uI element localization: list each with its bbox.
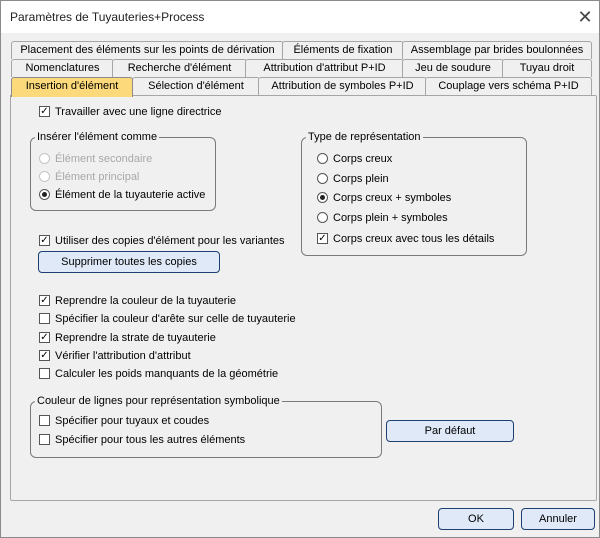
radio-icon[interactable] (317, 153, 328, 164)
checkbox-icon[interactable]: ✓ (40, 106, 49, 117)
tab-tuyau-droit[interactable]: Tuyau droit (502, 59, 592, 77)
default-button[interactable]: Par défaut (386, 420, 514, 442)
checkbox-icon[interactable] (39, 313, 50, 324)
checkbox-icon[interactable] (39, 368, 50, 379)
radio-label: Corps plein + symboles (333, 212, 448, 224)
title-bar (1, 1, 599, 33)
checkbox-label: Reprendre la couleur de la tuyauterie (55, 295, 237, 307)
radio-icon[interactable] (317, 173, 328, 184)
checkbox-label: Spécifier pour tuyaux et coudes (55, 415, 210, 427)
line-color-group-title: Couleur de lignes pour représentation symbolique (37, 395, 280, 407)
checkbox-icon[interactable]: ✓ (40, 350, 49, 361)
radio-icon[interactable] (317, 192, 328, 203)
cancel-button[interactable]: Annuler (521, 508, 595, 530)
radio-icon (39, 171, 50, 182)
checkbox-label: Reprendre la strate de tuyauterie (55, 332, 216, 344)
tab-nomenclatures[interactable]: Nomenclatures (11, 59, 114, 77)
tab-insertion[interactable]: Insertion d'élément (11, 77, 133, 97)
ok-button[interactable]: OK (438, 508, 514, 530)
checkbox-icon[interactable] (39, 415, 50, 426)
tab-brides[interactable]: Assemblage par brides boulonnées (402, 41, 592, 59)
radio-label: Élément secondaire (55, 153, 153, 165)
checkbox-icon[interactable]: ✓ (40, 235, 49, 246)
checkbox-label: Vérifier l'attribution d'attribut (55, 350, 191, 362)
tab-attribution-attribut[interactable]: Attribution d'attribut P+ID (245, 59, 404, 77)
radio-label: Corps creux + symboles (333, 192, 452, 204)
checkbox-label: Utiliser des copies d'élément pour les variantes (55, 235, 285, 247)
checkbox-label: Calculer les poids manquants de la géométrie (55, 368, 279, 380)
checkbox-label: Corps creux avec tous les détails (333, 233, 495, 245)
checkbox-label: Spécifier la couleur d'arête sur celle de tuyauterie (55, 313, 296, 325)
insert-as-group-title: Insérer l'élément comme (37, 131, 158, 143)
radio-icon (39, 153, 50, 164)
checkbox-icon[interactable]: ✓ (318, 233, 327, 244)
radio-label: Corps plein (333, 173, 389, 185)
delete-copies-button[interactable]: Supprimer toutes les copies (38, 251, 220, 273)
checkbox-icon[interactable]: ✓ (40, 332, 49, 343)
radio-label: Élément de la tuyauterie active (55, 189, 206, 201)
window-title: Paramètres de Tuyauteries+Process (10, 10, 205, 24)
checkbox-label: Spécifier pour tous les autres éléments (55, 434, 246, 446)
tab-symboles[interactable]: Attribution de symboles P+ID (258, 77, 427, 95)
tab-fixation[interactable]: Éléments de fixation (282, 41, 404, 59)
checkbox-icon[interactable] (39, 434, 50, 445)
radio-label: Corps creux (333, 153, 393, 165)
representation-group-title: Type de représentation (308, 131, 421, 143)
line-color-group (30, 395, 382, 458)
tab-couplage[interactable]: Couplage vers schéma P+ID (425, 77, 592, 95)
tab-recherche[interactable]: Recherche d'élément (112, 59, 247, 77)
tab-jeu-soudure[interactable]: Jeu de soudure (402, 59, 504, 77)
tab-selection[interactable]: Sélection d'élément (132, 77, 260, 95)
checkbox-icon[interactable]: ✓ (40, 295, 49, 306)
radio-icon[interactable] (39, 189, 50, 200)
tab-placement-derivation[interactable]: Placement des éléments sur les points de dérivation (11, 41, 284, 59)
directrix-label: Travailler avec une ligne directrice (55, 106, 222, 118)
radio-label: Élément principal (55, 171, 140, 183)
close-icon[interactable]: ✕ (577, 7, 593, 27)
radio-icon[interactable] (317, 212, 328, 223)
